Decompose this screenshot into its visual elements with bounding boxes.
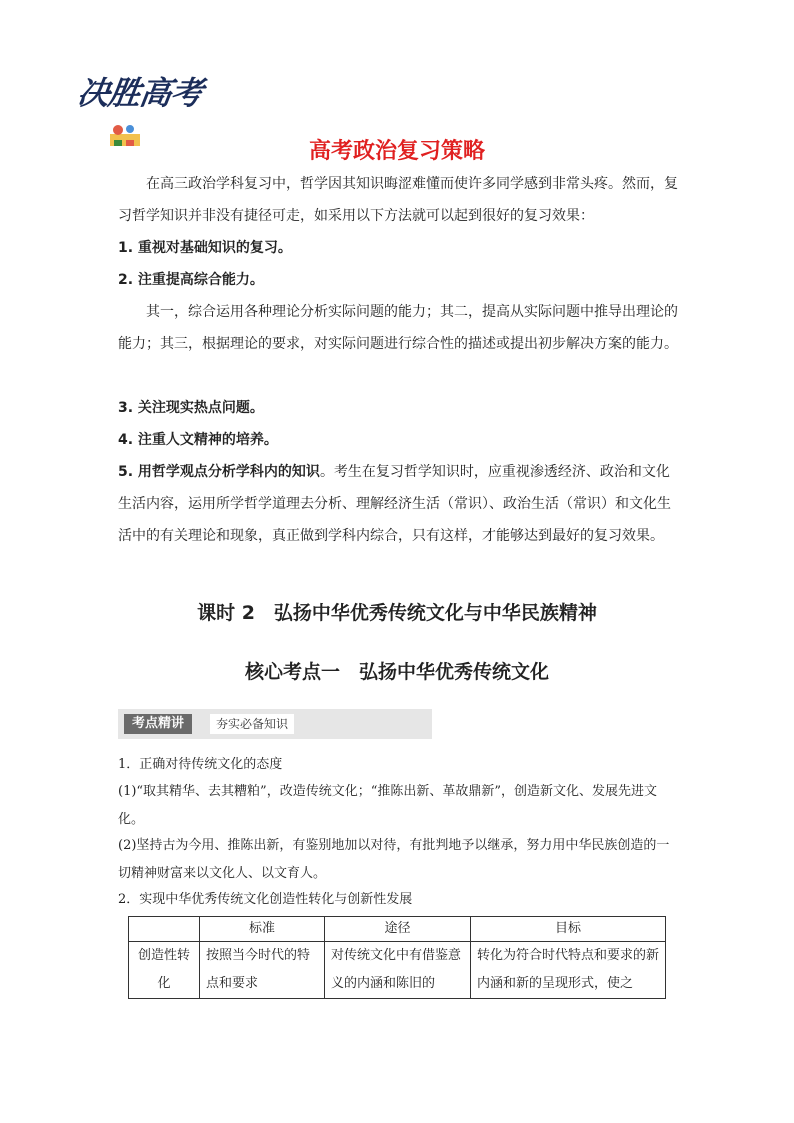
item-5 (118, 456, 680, 552)
intro-paragraph: 在高三政治学科复习中，哲学因其知识晦涩难懂而使许多同学感到非常头疼。然而，复习哲学知识并非没有捷径可走，如采用以下方法就可以起到很好的复习效果： (118, 176, 678, 224)
lesson-title: 课时 2 弘扬中华优秀传统文化与中华民族精神 (197, 602, 597, 624)
item-5-head: 5. 用哲学观点分析学科内的知识 (118, 464, 320, 480)
table-cell: 转化为符合时代特点和要求的新内涵和新的呈现形式，使之 (471, 942, 666, 999)
table-row (129, 942, 666, 999)
table-cell: 按照当今时代的特点和要求 (200, 942, 325, 999)
item-2: 2. 注重提高综合能力。 (118, 272, 264, 288)
section-1-heading: 1．正确对待传统文化的态度 (118, 757, 283, 772)
section-banner (118, 709, 432, 739)
item-3: 3. 关注现实热点问题。 (118, 400, 264, 416)
item-1: 1. 重视对基础知识的复习。 (118, 240, 292, 256)
table-cell: 创造性转化 (129, 942, 200, 999)
table-header-cell: 途径 (325, 917, 471, 942)
table-header-row (129, 917, 666, 942)
core-title: 核心考点一 弘扬中华优秀传统文化 (244, 661, 549, 683)
banner-right-label: 夯实必备知识 (210, 714, 294, 734)
logo-text: 决胜高考 (75, 74, 205, 112)
section-2-heading: 2．实现中华优秀传统文化创造性转化与创新性发展 (118, 892, 413, 907)
table-header-cell (129, 917, 200, 942)
item-5-body: 。考生在复习哲学知识时，应重视渗透经济、政治和文化生活内容，运用所学哲学道理去分析、理解经济生活（常识）、政治生活（常识）和文化生活中的有关理论和现象，真正做到学科内综合，只有这样，才能够达到最好的复习效果。 (118, 464, 671, 544)
banner-left-label: 考点精讲 (124, 714, 192, 734)
section-1-point-1: (1)“取其精华、去其糟粕”，改造传统文化；“推陈出新、革故鼎新”，创造新文化、发展先进文化。 (118, 784, 657, 827)
item-4: 4. 注重人文精神的培养。 (118, 432, 278, 448)
item-2-body: 其一，综合运用各种理论分析实际问题的能力；其二，提高从实际问题中推导出理论的能力；其三，根据理论的要求，对实际问题进行综合性的描述或提出初步解决方案的能力。 (118, 304, 678, 352)
table-cell: 对传统文化中有借鉴意义的内涵和陈旧的 (325, 942, 471, 999)
table-header-cell: 标准 (200, 917, 325, 942)
page-title: 高考政治复习策略 (308, 139, 485, 164)
table-header-cell: 目标 (471, 917, 666, 942)
section-1-point-2: (2)坚持古为今用、推陈出新，有鉴别地加以对待，有批判地予以继承，努力用中华民族创造的一切精神财富来以文化人、以文育人。 (118, 838, 670, 881)
transform-table (128, 916, 666, 999)
